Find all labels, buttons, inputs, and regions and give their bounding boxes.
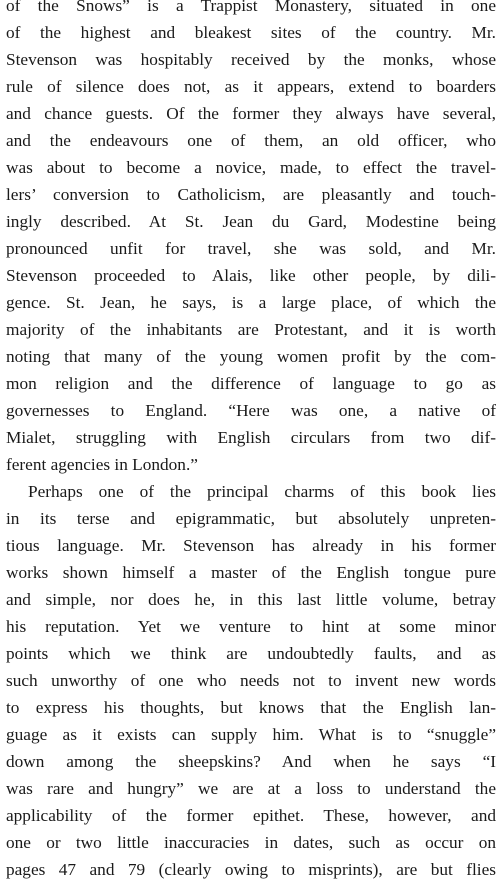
text-line: tious language. Mr. Stevenson has already in his former xyxy=(6,536,496,555)
text-line: works shown himself a master of the English tongue pure xyxy=(6,563,496,582)
text-line: to express his thoughts, but knows that the English lan- xyxy=(6,698,496,717)
text-line: majority of the inhabitants are Protestant, and it is worth xyxy=(6,320,496,339)
text-line: points which we think are undoubtedly faults, and as xyxy=(6,644,496,663)
text-line: of the Snows” is a Trappist Monastery, situated in one xyxy=(6,0,496,15)
text-line: ingly described. At St. Jean du Gard, Modestine being xyxy=(6,212,496,231)
text-line: gence. St. Jean, he says, is a large place, of which the xyxy=(6,293,496,312)
paragraph-2 xyxy=(6,478,496,883)
text-line: Stevenson proceeded to Alais, like other people, by dili- xyxy=(6,266,496,285)
text-line: one or two little inaccuracies in dates, such as occur on xyxy=(6,833,496,852)
text-line: such unworthy of one who needs not to invent new words xyxy=(6,671,496,690)
text-line: and the endeavours one of them, an old officer, who xyxy=(6,131,496,150)
text-line: applicability of the former epithet. These, however, and xyxy=(6,806,496,825)
text-line: mon religion and the difference of language to go as xyxy=(6,374,496,393)
text-line: pages 47 and 79 (clearly owing to misprints), are but flies xyxy=(6,860,496,879)
text-line: and chance guests. Of the former they always have several, xyxy=(6,104,496,123)
text-line: was rare and hungry” we are at a loss to understand the xyxy=(6,779,496,798)
text-line: pronounced unfit for travel, she was sold, and Mr. xyxy=(6,239,496,258)
text-line: rule of silence does not, as it appears, extend to boarders xyxy=(6,77,496,96)
paragraph-1 xyxy=(6,0,496,478)
text-line: Stevenson was hospitably received by the monks, whose xyxy=(6,50,496,69)
text-line: his reputation. Yet we venture to hint at some minor xyxy=(6,617,496,636)
text-line: governesses to England. “Here was one, a native of xyxy=(6,401,496,420)
document-page xyxy=(6,0,496,883)
text-line: lers’ conversion to Catholicism, are pleasantly and touch- xyxy=(6,185,496,204)
text-line: in its terse and epigrammatic, but absolutely unpreten- xyxy=(6,509,496,528)
text-line: Mialet, struggling with English circulars from two dif- xyxy=(6,428,496,447)
text-line: of the highest and bleakest sites of the country. Mr. xyxy=(6,23,496,42)
text-line: and simple, nor does he, in this last little volume, betray xyxy=(6,590,496,609)
text-line: guage as it exists can supply him. What is to “snuggle” xyxy=(6,725,496,744)
text-line: was about to become a novice, made, to effect the travel- xyxy=(6,158,496,177)
text-line: down among the sheepskins? And when he says “I xyxy=(6,752,496,771)
text-line: Perhaps one of the principal charms of this book lies xyxy=(28,482,496,501)
text-line: ferent agencies in London.” xyxy=(6,455,198,474)
text-line: noting that many of the young women profit by the com- xyxy=(6,347,496,366)
